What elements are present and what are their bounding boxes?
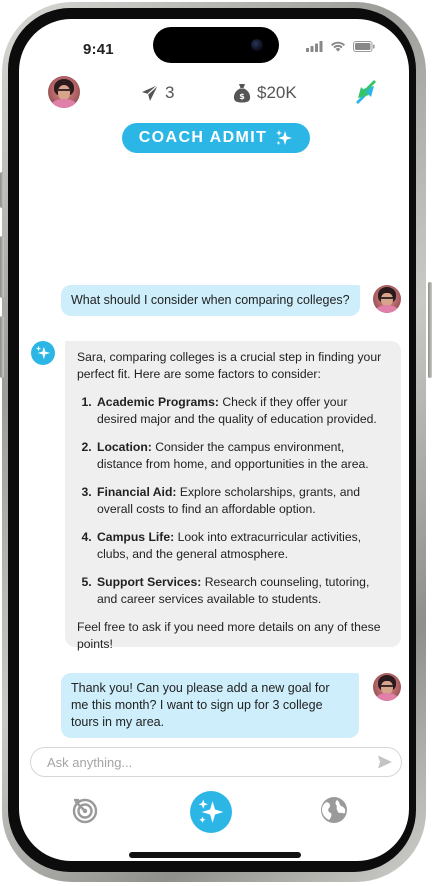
home-indicator[interactable] bbox=[129, 852, 301, 858]
list-item: 3. Financial Aid: Explore scholarships, grants, and overall costs to find an affordable option. bbox=[95, 484, 389, 517]
wifi-icon bbox=[330, 41, 346, 52]
coach-bot-avatar bbox=[31, 341, 55, 365]
user-message-bubble: Thank you! Can you please add a new goal for me this month? I want to sign up for 3 college tours in my area. bbox=[61, 673, 359, 738]
sparkle-icon bbox=[275, 129, 293, 147]
nav-goals-button[interactable] bbox=[70, 795, 100, 825]
chat-input-bar bbox=[30, 747, 402, 777]
list-item: 4. Campus Life: Look into extracurricular activities, clubs, and the general atmosphere. bbox=[95, 529, 389, 562]
volume-up-button bbox=[0, 236, 4, 298]
target-icon bbox=[71, 796, 99, 824]
bot-message-bubble bbox=[65, 341, 401, 651]
signal-icon bbox=[306, 41, 323, 52]
money-counter[interactable] bbox=[233, 83, 297, 103]
coach-admit-button[interactable] bbox=[122, 123, 310, 153]
money-bag-icon bbox=[233, 83, 251, 103]
list-item: 2. Location: Consider the campus environment, distance from home, and opportunities in the area. bbox=[95, 439, 389, 472]
action-button bbox=[0, 172, 4, 208]
nav-explore-button[interactable] bbox=[319, 795, 349, 825]
camera-icon bbox=[251, 39, 263, 51]
bot-factor-list bbox=[77, 394, 389, 607]
bot-intro-text: Sara, comparing colleges is a crucial step in finding your perfect fit. Here are some factors to consider: bbox=[77, 350, 382, 381]
paper-plane-icon bbox=[141, 84, 159, 102]
status-icons bbox=[306, 41, 375, 52]
send-icon[interactable] bbox=[377, 754, 393, 770]
nav-coach-button[interactable] bbox=[190, 791, 232, 833]
list-item: 5. Support Services: Research counseling, tutoring, and career services available to students. bbox=[95, 574, 389, 607]
user-avatar bbox=[373, 673, 401, 701]
sparkle-icon bbox=[35, 345, 51, 361]
money-amount: $20K bbox=[257, 83, 297, 102]
power-button bbox=[428, 282, 432, 378]
user-message-row bbox=[61, 673, 359, 738]
app-screen bbox=[19, 19, 409, 861]
paper-plane-count: 3 bbox=[165, 83, 175, 102]
ask-input[interactable] bbox=[45, 754, 377, 771]
battery-icon bbox=[353, 41, 375, 52]
swap-arrows-icon[interactable] bbox=[352, 78, 380, 106]
bot-outro-text: Feel free to ask if you need more details on any of these points! bbox=[77, 620, 381, 651]
volume-down-button bbox=[0, 316, 4, 378]
globe-icon bbox=[320, 796, 348, 824]
list-item: 1. Academic Programs: Check if they offer your desired major and the quality of education provided. bbox=[95, 394, 389, 427]
sparkle-icon bbox=[197, 798, 225, 826]
user-avatar bbox=[373, 285, 401, 313]
svg-text:$: $ bbox=[239, 92, 245, 101]
dynamic-island bbox=[153, 27, 279, 63]
user-message-row bbox=[61, 285, 360, 316]
user-message-bubble: What should I consider when comparing colleges? bbox=[61, 285, 360, 316]
paper-plane-counter[interactable] bbox=[141, 83, 174, 103]
status-time: 9:41 bbox=[83, 41, 114, 58]
profile-avatar[interactable] bbox=[48, 76, 80, 108]
coach-admit-label: COACH ADMIT bbox=[138, 129, 268, 146]
